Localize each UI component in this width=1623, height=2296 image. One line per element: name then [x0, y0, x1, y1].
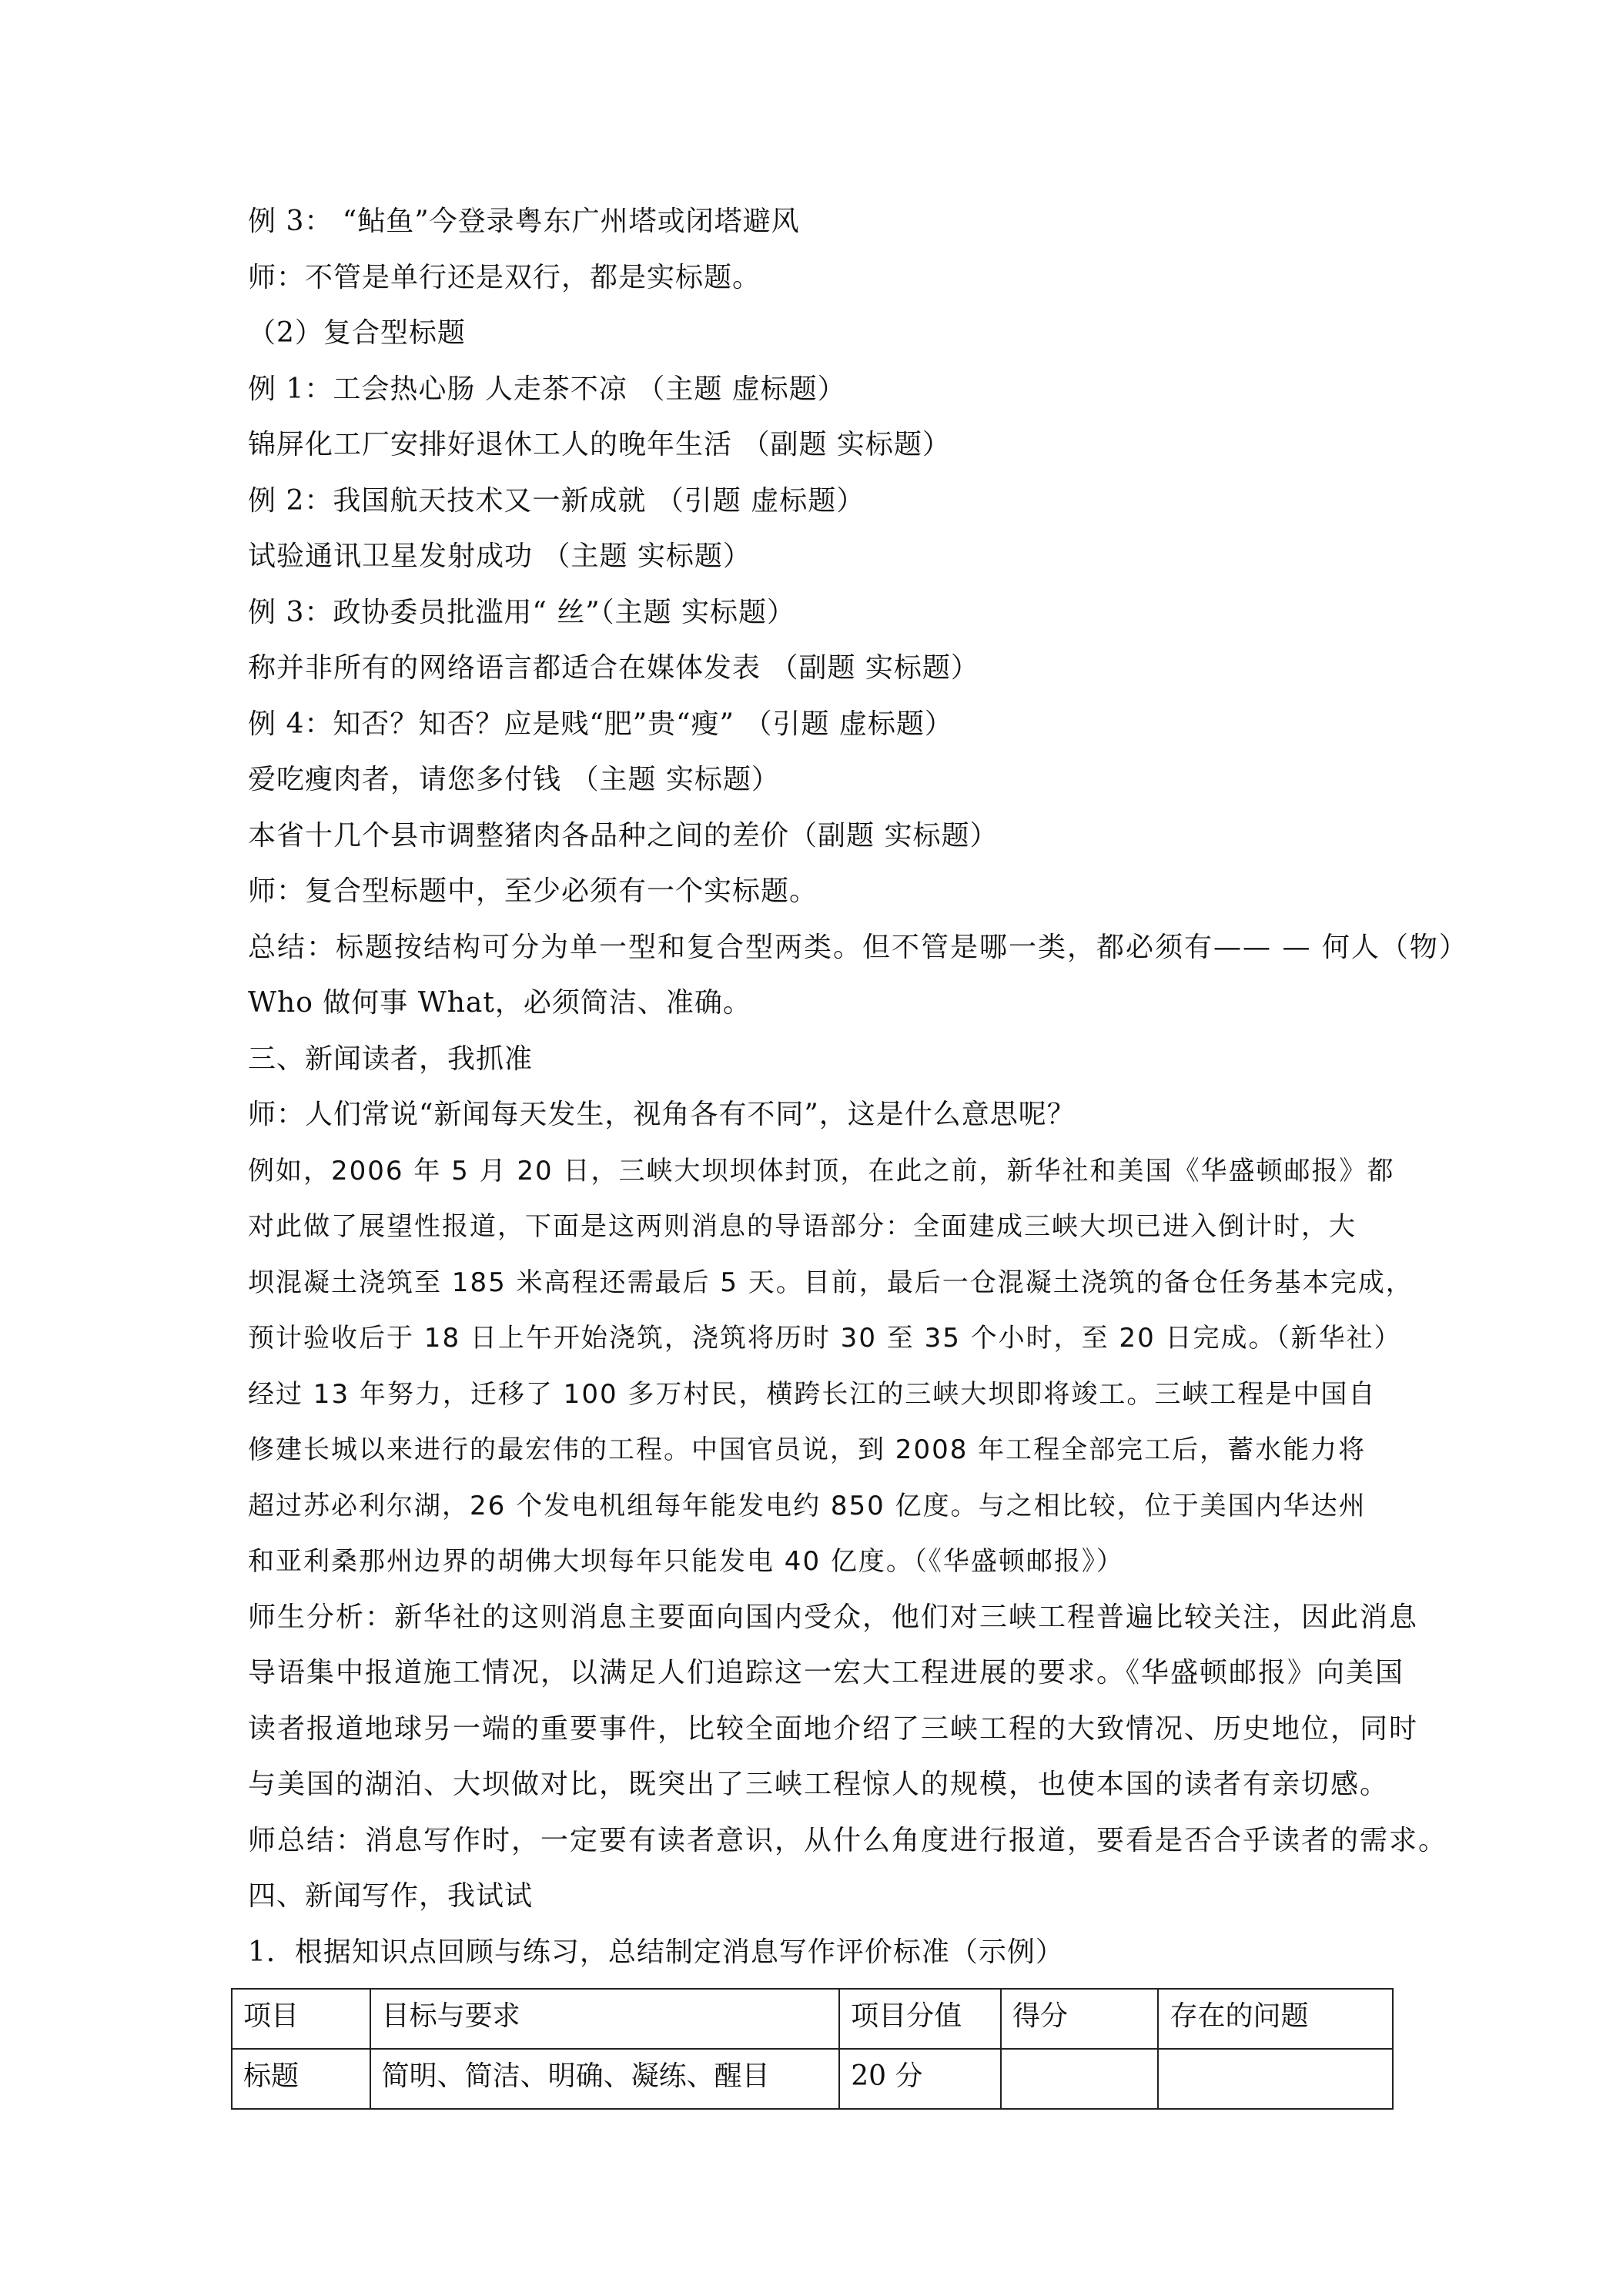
evaluation-intro: 1．根据知识点回顾与练习，总结制定消息写作评价标准（示例）	[248, 1936, 1064, 1968]
example-4-subtitle: 本省十几个县市调整猪肉各品种之间的差价（副题 实标题）	[248, 819, 999, 852]
example-3-simple-title: 例 3： “鲇鱼”今登录粤东广州塔或闭塔避风	[248, 206, 800, 237]
example-3-main-title: 例 3：政协委员批滥用“ 丝”（主题 实标题）	[248, 596, 796, 628]
cell-goal: 简明、简洁、明确、凝练、醒目	[370, 2049, 840, 2109]
example-4-main-title: 爱吃瘦肉者，请您多付钱 （主题 实标题）	[248, 764, 780, 795]
document-body	[248, 194, 1468, 1980]
table-row	[232, 2049, 1393, 2109]
example-paragraph-line-3: 坝混凝土浇筑至 185 米高程还需最后 5 天。目前，最后一仓混凝土浇筑的备仓任务基本完成，	[248, 1267, 1414, 1298]
table-header-row	[232, 1989, 1393, 2049]
example-3-subtitle: 称并非所有的网络语言都适合在媒体发表 （副题 实标题）	[248, 652, 979, 684]
example-paragraph-line-8: 和亚利桑那州边界的胡佛大坝每年只能发电 40 亿度。（《华盛顿邮报》）	[248, 1546, 1124, 1577]
example-paragraph-line-6: 修建长城以来进行的最宏伟的工程。中国官员说，到 2008 年工程全部完工后，蓄水能力将	[248, 1434, 1367, 1465]
example-2-lead-title: 例 2：我国航天技术又一新成就 （引题 虚标题）	[248, 484, 865, 517]
example-paragraph-line-5: 经过 13 年努力，迁移了 100 多万村民，横跨长江的三峡大坝即将竣工。三峡工程是中国自	[248, 1378, 1377, 1410]
example-1-main-title: 例 1：工会热心肠 人走茶不凉 （主题 虚标题）	[248, 373, 846, 405]
summary-line-1: 总结：标题按结构可分为单一型和复合型两类。但不管是哪一类，都必须有—— — 何人（物）	[248, 931, 1468, 963]
analysis-line-4: 与美国的湖泊、大坝做对比，既突出了三峡工程惊人的规模，也使本国的读者有亲切感。	[248, 1769, 1390, 1800]
teacher-note-single-double: 师：不管是单行还是双行，都是实标题。	[248, 261, 761, 293]
analysis-line-3: 读者报道地球另一端的重要事件，比较全面地介绍了三峡工程的大致情况、历史地位，同时	[248, 1712, 1419, 1745]
header-item: 项目	[232, 1989, 370, 2049]
section-3-heading: 三、新闻读者，我抓准	[248, 1043, 534, 1075]
example-paragraph-line-2: 对此做了展望性报道，下面是这两则消息的导语部分：全面建成三峡大坝已进入倒计时，大	[248, 1211, 1357, 1242]
cell-score	[1001, 2049, 1158, 2109]
header-problems: 存在的问题	[1158, 1989, 1393, 2049]
cell-points: 20 分	[839, 2049, 1001, 2109]
example-paragraph-line-7: 超过苏必利尔湖，26 个发电机组每年能发电约 850 亿度。与之相比较，位于美国内华达州	[248, 1490, 1367, 1521]
section-4-heading: 四、新闻写作，我试试	[248, 1880, 534, 1912]
teacher-question: 师：人们常说“新闻每天发生，视角各有不同”，这是什么意思呢？	[248, 1099, 1076, 1130]
example-paragraph-line-1: 例如，2006 年 5 月 20 日，三峡大坝坝体封顶，在此之前，新华社和美国《华盛顿邮报》都	[248, 1155, 1395, 1186]
analysis-line-1: 师生分析：新华社的这则消息主要面向国内受众，他们对三峡工程普遍比较关注，因此消息	[248, 1601, 1419, 1633]
example-4-lead-title: 例 4：知否？知否？应是贱“肥”贵“瘦” （引题 虚标题）	[248, 708, 953, 740]
example-paragraph-line-4: 预计验收后于 18 日上午开始浇筑，浇筑将历时 30 至 35 个小时，至 20 日完成。（新华社）	[248, 1323, 1402, 1354]
section-compound-title: （2）复合型标题	[248, 317, 466, 349]
cell-item: 标题	[232, 2049, 370, 2109]
example-1-subtitle: 锦屏化工厂安排好退休工人的晚年生活 （副题 实标题）	[248, 429, 951, 460]
teacher-summary: 师总结：消息写作时，一定要有读者意识，从什么角度进行报道，要看是否合乎读者的需求。	[248, 1824, 1448, 1856]
summary-line-2: Who 做何事 What，必须简洁、准确。	[248, 987, 751, 1019]
example-2-main-title: 试验通讯卫星发射成功 （主题 实标题）	[248, 541, 751, 572]
header-goal: 目标与要求	[370, 1989, 840, 2049]
header-score: 得分	[1001, 1989, 1158, 2049]
teacher-note-compound: 师：复合型标题中，至少必须有一个实标题。	[248, 875, 818, 907]
cell-problems	[1158, 2049, 1393, 2109]
analysis-line-2: 导语集中报道施工情况，以满足人们追踪这一宏大工程进展的要求。《华盛顿邮报》向美国	[248, 1657, 1405, 1689]
header-points: 项目分值	[839, 1989, 1001, 2049]
evaluation-criteria-table	[231, 1988, 1394, 2110]
